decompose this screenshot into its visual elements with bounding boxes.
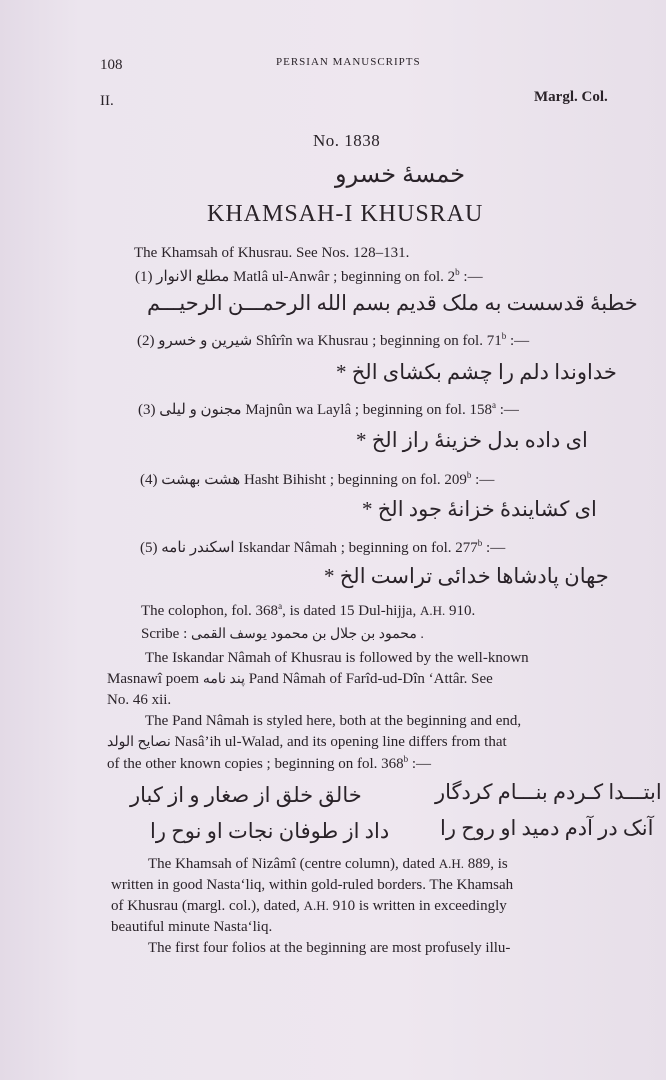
paragraph-line: Masnawî poem پند نامه Pand Nâmah of Farîd-ud-Dîn ‘Attâr. See (107, 671, 493, 687)
paragraph-line: The Pand Nâmah is styled here, both at the beginning and end, (145, 713, 522, 729)
page-number: 108 (100, 57, 123, 73)
couplet-right: آنک در آدم دمید او روح را (440, 816, 654, 840)
running-title: PERSIAN MANUSCRIPTS (276, 56, 421, 68)
verse: خطبهٔ قدسست به ملک قدیم بسم الله الرحمـــن الرحیـــم (147, 291, 638, 315)
verse: ای داده بدل خزینهٔ راز الخ * (356, 428, 588, 452)
colophon-line: The colophon, fol. 368$^a$, is dated 15 Dul-hijja, A.H. 910. (141, 601, 476, 619)
entry-title: KHAMSAH-I KHUSRAU (207, 201, 484, 227)
intro-line: The Khamsah of Khusrau. See Nos. 128–131. (134, 245, 410, 261)
paragraph-line: of Khusrau (margl. col.), dated, A.H. 910 is written in exceedingly (111, 898, 507, 914)
column-label: Margl. Col. (534, 89, 608, 105)
item-line: (1) مطلع الانوار Matlâ ul-Anwâr ; beginning on fol. 2$^b$ :— (135, 267, 483, 285)
entry-number: No. 1838 (313, 131, 381, 150)
paragraph-line: The first four folios at the beginning are most profusely illu- (148, 940, 511, 956)
couplet-left: داد از طوفان نجات او نوح را (150, 819, 390, 843)
paragraph-line: beautiful minute Nasta‘liq. (111, 919, 273, 935)
verse: خداوندا دلم را چشم بکشای الخ * (336, 360, 617, 384)
verse: جهان پادشاها خدائی تراست الخ * (324, 564, 609, 588)
volume-label: II. (100, 93, 114, 109)
paragraph-line: of the other known copies ; beginning on fol. 368$^b$ :— (107, 754, 432, 772)
item-line: (4) هشت بهشت Hasht Bihisht ; beginning on fol. 209$^b$ :— (140, 470, 495, 488)
item-line: (5) اسکندر نامه Iskandar Nâmah ; beginning on fol. 277$^b$ :— (140, 538, 506, 556)
item-line: (3) مجنون و لیلی Majnûn wa Laylâ ; beginning on fol. 158$^a$ :— (138, 400, 519, 418)
couplet-right: ابتـــدا کـردم بنـــام کردگار (435, 780, 662, 804)
item-line: (2) شیرین و خسرو Shîrîn wa Khusrau ; beginning on fol. 71$^b$ :— (137, 331, 530, 349)
paragraph-line: نصایح الولد Nasâ’ih ul-Walad, and its opening line differs from that (107, 734, 507, 750)
scribe-line: Scribe : محمود بن جلال بن محمود یوسف القمی . (141, 626, 424, 642)
paragraph-line: written in good Nasta‘liq, within gold-ruled borders. The Khamsah (111, 877, 514, 893)
paragraph-line: The Iskandar Nâmah of Khusrau is followed by the well-known (145, 650, 529, 666)
title-arabic: خمسهٔ خسرو (335, 162, 466, 188)
paragraph-line: No. 46 xii. (107, 692, 172, 708)
couplet-left: خالق خلق از صغار و از کبار (130, 783, 362, 807)
paragraph-line: The Khamsah of Nizâmî (centre column), dated A.H. 889, is (148, 856, 508, 872)
verse: ای کشایندهٔ خزانهٔ جود الخ * (362, 497, 597, 521)
